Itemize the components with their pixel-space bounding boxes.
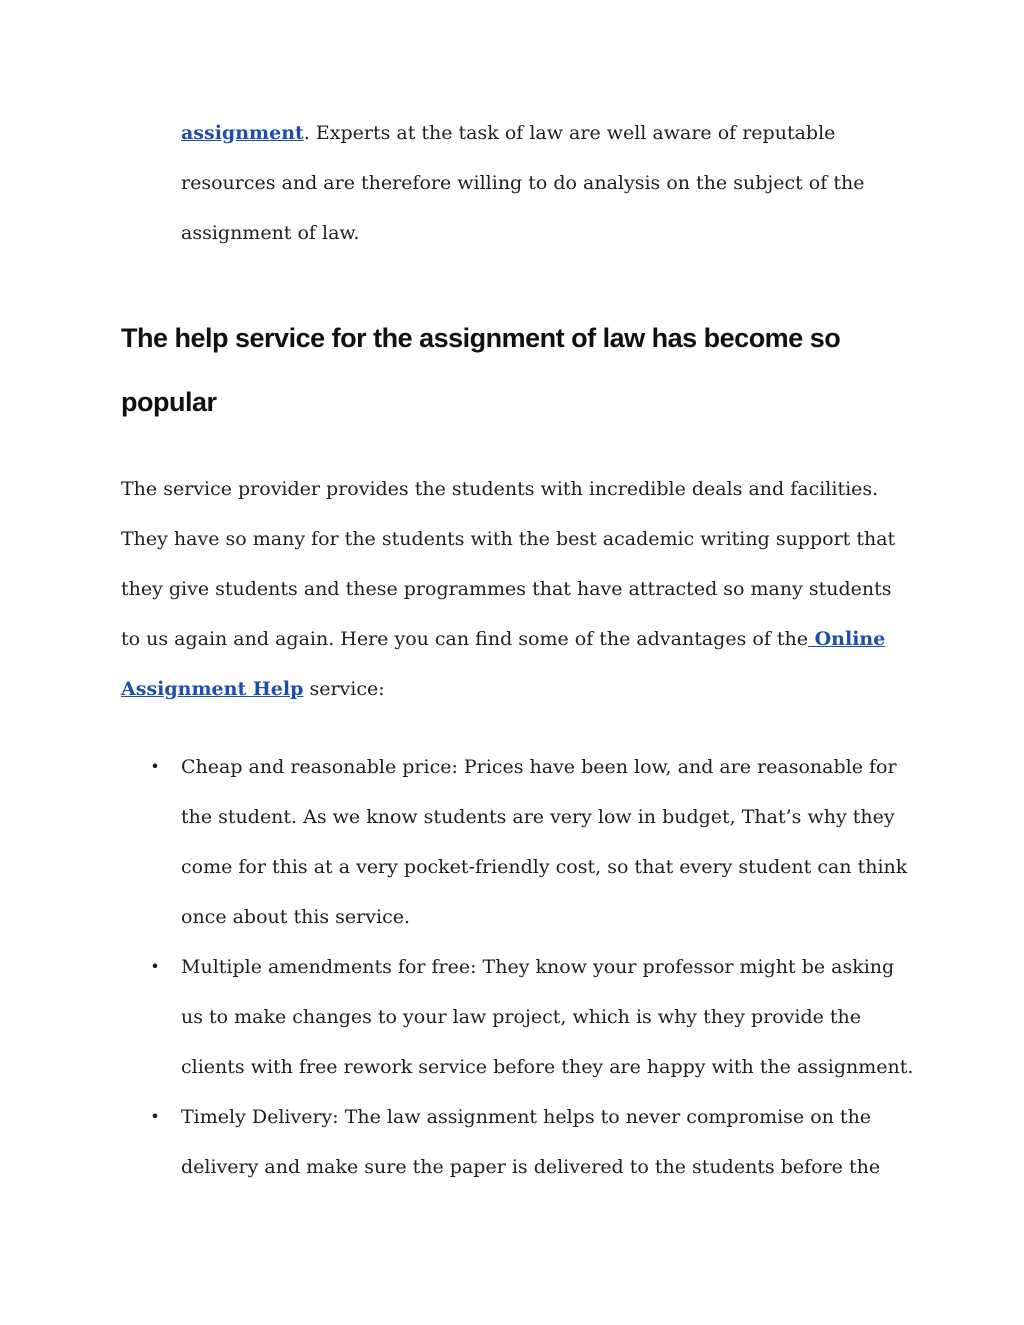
list-item-text: Timely Delivery: The law assignment helps to never compromise on the delivery and make sure the paper is delivered to the students before the — [181, 1106, 881, 1178]
online-assignment-help-link[interactable]: Online Assignment Help — [121, 628, 886, 700]
list-item-text: Multiple amendments for free: They know your professor might be asking us to make changes to your law project, which is why they provide the clients with free rework service before they are happy with the assignment. — [181, 956, 914, 1078]
bullet-icon: • — [150, 957, 160, 976]
advantages-list — [150, 742, 916, 1192]
intro-paragraph — [181, 108, 906, 258]
body-paragraph-text: The service provider provides the students with incredible deals and facilities. They have so many for the students with the best academic writing support that they give students and these programmes that have attracted so many students to us again and again. Here you can find some of the advantages of the — [121, 478, 896, 650]
list-item — [150, 1092, 916, 1192]
intro-paragraph-text: . Experts at the task of law are well aware of reputable resources and are therefore willing to do analysis on the subject of the assignment of law. — [181, 122, 865, 244]
section-heading: The help service for the assignment of law has become so popular — [121, 323, 841, 417]
list-item — [150, 942, 916, 1092]
list-item-text: Cheap and reasonable price: Prices have been low, and are reasonable for the student. As we know students are very low in budget, That’s why they come for this at a very pocket-friendly cost, so that every student can think once about this service. — [181, 756, 908, 928]
bullet-icon: • — [150, 1107, 160, 1126]
body-paragraph-tail: service: — [303, 678, 385, 700]
assignment-link[interactable]: assignment — [181, 122, 304, 144]
list-item — [150, 742, 916, 942]
bullet-icon: • — [150, 757, 160, 776]
body-paragraph — [121, 464, 911, 714]
